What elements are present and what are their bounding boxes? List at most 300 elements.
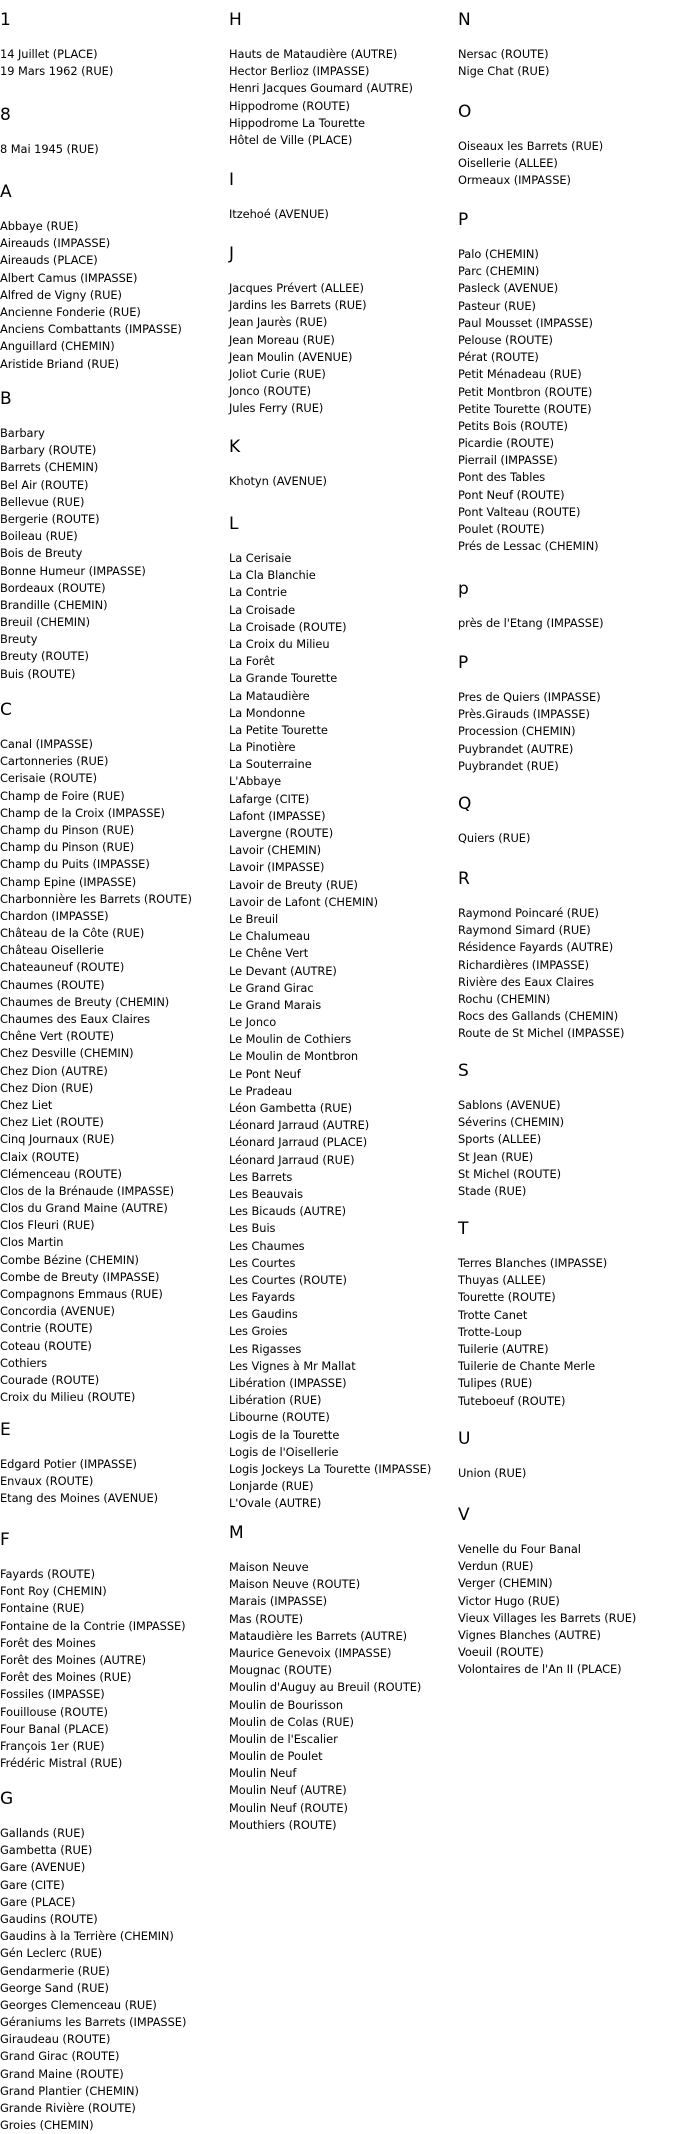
street-list: [0, 1456, 158, 1508]
street-name: Le Grand Marais: [229, 997, 322, 1012]
street-name: Petit Ménadeau (RUE): [458, 367, 582, 382]
street-name: Fontaine de la Contrie (IMPASSE): [0, 1618, 186, 1633]
street-list: [458, 138, 603, 190]
street-list: [0, 141, 99, 158]
street-name: Itzehoé (AVENUE): [229, 207, 329, 221]
street-name: Chaumes (ROUTE): [0, 977, 105, 992]
street-name: Le Moulin de Montbron: [229, 1049, 359, 1064]
street-name: La Souterraine: [229, 757, 312, 772]
street-name: Chaumes des Eaux Claires: [0, 1012, 151, 1026]
street-name: Georges Clemenceau (RUE): [0, 1997, 157, 2012]
section-letter-heading: G: [0, 1789, 14, 1809]
street-name: Grand Girac (ROUTE): [0, 2049, 120, 2064]
street-name: 14 Juillet (PLACE): [0, 47, 98, 61]
letter-section: [458, 1505, 637, 1679]
street-name: Champ du Pinson (RUE): [0, 840, 135, 855]
street-name: Tuteboeuf (ROUTE): [458, 1393, 566, 1408]
section-letter-heading: E: [0, 1420, 11, 1440]
street-name: Aireauds (IMPASSE): [0, 236, 111, 251]
street-list: [229, 1559, 421, 1834]
street-name: Claix (ROUTE): [0, 1149, 80, 1164]
street-name: Bordeaux (ROUTE): [0, 580, 106, 595]
street-name: Tuilerie de Chante Merle: [458, 1359, 596, 1374]
letter-section: [458, 579, 604, 632]
street-name: Grand Plantier (CHEMIN): [0, 2083, 139, 2098]
street-name: Tourette (ROUTE): [458, 1290, 556, 1305]
street-name: Charbonnière les Barrets (ROUTE): [0, 891, 192, 906]
street-name: Brandille (CHEMIN): [0, 597, 108, 612]
street-name: Lafarge (CITE): [229, 791, 310, 806]
street-list: [458, 1541, 636, 1679]
street-name: Puybrandet (RUE): [458, 758, 559, 773]
street-name: Aireauds (PLACE): [0, 253, 98, 268]
street-name: Croix du Milieu (ROUTE): [0, 1390, 136, 1405]
street-name: Logis de la Tourette: [229, 1427, 340, 1442]
letter-section: [0, 105, 99, 158]
street-name: La Forêt: [229, 654, 275, 669]
street-name: Combe de Breuty (IMPASSE): [0, 1269, 160, 1284]
section-letter-heading: T: [458, 1219, 469, 1239]
street-name: Volontaires de l'An II (PLACE): [458, 1662, 622, 1677]
street-name: Clos du Grand Maine (AUTRE): [0, 1201, 168, 1216]
street-name: Jules Ferry (RUE): [229, 401, 324, 416]
street-name: Breuty: [0, 632, 38, 647]
street-name: Moulin Neuf (AUTRE): [229, 1783, 347, 1798]
street-name: Moulin de Colas (RUE): [229, 1714, 354, 1729]
letter-section: [0, 1530, 186, 1772]
street-name: Champ Epine (IMPASSE): [0, 874, 137, 889]
street-name: Chez Desville (CHEMIN): [0, 1046, 134, 1061]
street-name: Chez Dion (RUE): [0, 1080, 94, 1095]
street-name: Hippodrome (ROUTE): [229, 98, 350, 113]
street-list: [229, 46, 413, 149]
street-name: Le Devant (AUTRE): [229, 963, 337, 978]
letter-section: [458, 102, 604, 190]
street-name: Grande Rivière (ROUTE): [0, 2101, 136, 2115]
street-name: Les Groies: [229, 1324, 288, 1339]
street-name: Combe Bézine (CHEMIN): [0, 1252, 139, 1267]
street-name: Le Moulin de Cothiers: [229, 1032, 352, 1047]
street-name: Petit Montbron (ROUTE): [458, 384, 593, 399]
street-list: [458, 1465, 526, 1482]
street-name: Barrets (CHEMIN): [0, 460, 99, 475]
street-name: Chez Dion (AUTRE): [0, 1063, 108, 1078]
street-name: Prés de Lessac (CHEMIN): [458, 539, 599, 554]
street-name: Tulipes (RUE): [458, 1376, 533, 1391]
street-name: Mougnac (ROUTE): [229, 1663, 332, 1678]
street-name: Giraudeau (ROUTE): [0, 2032, 111, 2047]
street-name: Hector Berlioz (IMPASSE): [229, 64, 370, 79]
street-name: Léonard Jarraud (RUE): [229, 1152, 355, 1167]
street-name: Champ du Puits (IMPASSE): [0, 857, 150, 872]
street-name: Forêt des Moines (AUTRE): [0, 1652, 147, 1667]
street-name: Cinq Journaux (RUE): [0, 1132, 115, 1147]
street-name: Pasteur (RUE): [458, 298, 536, 313]
street-name: Alfred de Vigny (RUE): [0, 287, 122, 302]
section-letter-heading: B: [0, 389, 12, 409]
letter-section: [0, 10, 114, 80]
street-name: Puybrandet (AUTRE): [458, 741, 574, 756]
letter-section: [0, 389, 146, 683]
street-name: Chêne Vert (ROUTE): [0, 1029, 115, 1044]
street-name: Chardon (IMPASSE): [0, 908, 109, 923]
section-letter-heading: H: [229, 10, 242, 30]
street-name: Les Fayards: [229, 1290, 296, 1305]
street-name: Pres de Quiers (IMPASSE): [458, 690, 601, 704]
street-list: [0, 46, 113, 80]
street-name: Moulin d'Auguy au Breuil (ROUTE): [229, 1680, 422, 1695]
street-name: Victor Hugo (RUE): [458, 1593, 560, 1608]
section-letter-heading: M: [229, 1523, 244, 1543]
street-name: Léonard Jarraud (PLACE): [229, 1135, 368, 1150]
street-name: Pont Valteau (ROUTE): [458, 504, 581, 519]
street-name: Libération (RUE): [229, 1393, 322, 1408]
street-list: [0, 1825, 186, 2134]
street-name: St Jean (RUE): [458, 1149, 534, 1164]
letter-section: [458, 653, 601, 775]
street-name: Jacques Prévert (ALLEE): [229, 281, 364, 295]
street-name: La Croisade: [229, 602, 296, 617]
street-name: Fayards (ROUTE): [0, 1567, 95, 1581]
street-name: François 1er (RUE): [0, 1738, 105, 1753]
street-name: Ancienne Fonderie (RUE): [0, 304, 141, 319]
street-name: Courade (ROUTE): [0, 1372, 100, 1387]
street-name: Palo (CHEMIN): [458, 247, 539, 261]
street-name: Jardins les Barrets (RUE): [229, 298, 367, 313]
street-name: Pelouse (ROUTE): [458, 332, 553, 347]
letter-section: [229, 244, 367, 418]
street-name: Léon Gambetta (RUE): [229, 1101, 353, 1115]
street-name: Chez Liet: [0, 1097, 53, 1112]
street-name: Trotte-Loup: [458, 1324, 522, 1339]
street-name: Concordia (AVENUE): [0, 1304, 115, 1319]
street-name: Le Pont Neuf: [229, 1066, 301, 1081]
street-name: Anciens Combattants (IMPASSE): [0, 322, 182, 337]
street-name: Vignes Blanches (AUTRE): [458, 1627, 601, 1642]
street-name: Raymond Simard (RUE): [458, 923, 591, 938]
street-name: Libourne (ROUTE): [229, 1410, 330, 1425]
letter-section: [0, 700, 192, 1406]
street-name: Clémenceau (ROUTE): [0, 1166, 122, 1181]
street-name: Les Courtes (ROUTE): [229, 1272, 347, 1287]
street-name: Résidence Fayards (AUTRE): [458, 940, 614, 955]
section-letter-heading: J: [229, 244, 235, 264]
street-name: Gendarmerie (RUE): [0, 1963, 110, 1978]
street-name: Pérat (ROUTE): [458, 350, 539, 365]
street-name: Bonne Humeur (IMPASSE): [0, 563, 146, 578]
street-list: [0, 218, 182, 373]
street-list: [229, 280, 367, 418]
street-list: [229, 206, 329, 223]
street-name: Petits Bois (ROUTE): [458, 418, 568, 433]
street-name: Gare (CITE): [0, 1877, 65, 1892]
street-name: Verger (CHEMIN): [458, 1576, 553, 1591]
street-name: Hôtel de Ville (PLACE): [229, 132, 353, 147]
street-name: St Michel (ROUTE): [458, 1166, 561, 1181]
street-name: Chez Liet (ROUTE): [0, 1115, 104, 1130]
street-name: La Croisade (ROUTE): [229, 619, 347, 634]
street-name: Bel Air (ROUTE): [0, 477, 89, 492]
street-name: L'Abbaye: [229, 774, 282, 789]
street-name: Logis de l'Oisellerie: [229, 1444, 339, 1459]
street-name: Les Gaudins: [229, 1307, 298, 1322]
street-name: Château Oisellerie: [0, 943, 104, 958]
street-name: Les Rigasses: [229, 1341, 302, 1356]
street-name: Anguillard (CHEMIN): [0, 339, 115, 354]
street-name: Barbary: [0, 426, 45, 440]
street-name: Albert Camus (IMPASSE): [0, 270, 138, 285]
street-name: Raymond Poincaré (RUE): [458, 906, 599, 920]
street-name: Mas (ROUTE): [229, 1611, 304, 1626]
letter-section: [0, 1420, 158, 1508]
street-name: Abbaye (RUE): [0, 219, 79, 233]
street-name: Gare (PLACE): [0, 1894, 76, 1909]
street-name: Gallands (RUE): [0, 1826, 85, 1840]
street-name: Voeuil (ROUTE): [458, 1645, 544, 1660]
street-list: [229, 473, 327, 490]
street-name: Lonjarde (RUE): [229, 1479, 314, 1494]
street-name: Lavoir de Lafont (CHEMIN): [229, 894, 379, 909]
street-name: Château de la Côte (RUE): [0, 926, 145, 941]
street-name: Le Jonco: [229, 1015, 277, 1030]
street-name: Marais (IMPASSE): [229, 1594, 328, 1609]
street-name: Nersac (ROUTE): [458, 47, 549, 61]
section-letter-heading: C: [0, 700, 12, 720]
street-name: Lavoir (CHEMIN): [229, 843, 322, 858]
street-name: Venelle du Four Banal: [458, 1542, 581, 1556]
street-list: [458, 615, 604, 632]
street-list: [458, 689, 601, 775]
street-name: Lavergne (ROUTE): [229, 826, 334, 840]
letter-section: [458, 10, 550, 80]
street-name: Le Chalumeau: [229, 929, 311, 944]
section-letter-heading: K: [229, 437, 241, 457]
street-name: Khotyn (AVENUE): [229, 474, 327, 488]
street-name: Pont Neuf (ROUTE): [458, 487, 565, 502]
street-name: Lavoir (IMPASSE): [229, 860, 325, 875]
street-name: Joliot Curie (RUE): [229, 366, 326, 381]
street-list: [458, 1097, 564, 1200]
street-name: Breuil (CHEMIN): [0, 615, 90, 630]
street-name: Clos de la Brénaude (IMPASSE): [0, 1183, 175, 1198]
letter-section: [229, 514, 432, 1513]
street-name: Mouthiers (ROUTE): [229, 1817, 337, 1832]
street-name: Coteau (ROUTE): [0, 1338, 92, 1353]
street-name: La Petite Tourette: [229, 722, 328, 737]
street-name: Canal (IMPASSE): [0, 737, 93, 751]
street-name: Clos Fleuri (RUE): [0, 1218, 95, 1233]
street-name: Grand Maine (ROUTE): [0, 2066, 124, 2081]
street-name: Mataudière les Barrets (AUTRE): [229, 1628, 407, 1643]
street-name: Moulin de Poulet: [229, 1749, 323, 1764]
street-name: Pasleck (AVENUE): [458, 281, 559, 296]
street-name: Groies (CHEMIN): [0, 2118, 94, 2133]
street-name: Hauts de Mataudière (AUTRE): [229, 47, 398, 61]
street-name: Trotte Canet: [458, 1307, 528, 1322]
street-name: Oiseaux les Barrets (RUE): [458, 139, 604, 153]
letter-section: [229, 1523, 422, 1834]
street-name: Oisellerie (ALLEE): [458, 156, 558, 171]
street-name: Le Chêne Vert: [229, 946, 309, 961]
section-letter-heading: O: [458, 102, 472, 122]
street-name: Cerisaie (ROUTE): [0, 771, 97, 786]
section-letter-heading: U: [458, 1429, 471, 1449]
street-name: Cothiers: [0, 1355, 47, 1370]
section-letter-heading: Q: [458, 794, 472, 814]
street-name: Les Courtes: [229, 1255, 296, 1270]
street-name: Contrie (ROUTE): [0, 1321, 93, 1336]
street-name: Moulin de Bourisson: [229, 1697, 344, 1712]
street-name: Jean Moreau (RUE): [229, 332, 335, 347]
section-letter-heading: p: [458, 579, 469, 599]
street-name: Moulin Neuf: [229, 1766, 297, 1781]
street-name: Henri Jacques Goumard (AUTRE): [229, 81, 413, 96]
letter-section: [0, 1789, 187, 2134]
street-name: Jonco (ROUTE): [229, 384, 312, 399]
street-name: Rocs des Gallands (CHEMIN): [458, 1009, 619, 1024]
street-name: Moulin de l'Escalier: [229, 1731, 338, 1746]
street-name: Gén Leclerc (RUE): [0, 1946, 103, 1961]
street-name: La Contrie: [229, 585, 287, 600]
street-list: [0, 425, 146, 683]
street-name: Libération (IMPASSE): [229, 1376, 347, 1390]
street-name: 8 Mai 1945 (RUE): [0, 142, 99, 156]
street-name: Union (RUE): [458, 1466, 527, 1480]
section-letter-heading: P: [458, 653, 469, 673]
street-name: Les Bicauds (AUTRE): [229, 1204, 347, 1219]
street-name: Vieux Villages les Barrets (RUE): [458, 1610, 637, 1625]
street-name: Champ du Pinson (RUE): [0, 822, 135, 837]
street-name: Gaudins (ROUTE): [0, 1911, 98, 1926]
street-name: Forêt des Moines: [0, 1635, 96, 1650]
section-letter-heading: I: [229, 170, 235, 190]
section-letter-heading: S: [458, 1061, 469, 1081]
letter-section: [458, 1429, 527, 1482]
street-name: Champ de la Croix (IMPASSE): [0, 805, 165, 820]
street-name: Bergerie (ROUTE): [0, 511, 100, 526]
street-name: Près.Girauds (IMPASSE): [458, 707, 590, 722]
street-name: La Mataudière: [229, 688, 310, 703]
street-name: Breuty (ROUTE): [0, 649, 89, 664]
street-name: Petite Tourette (ROUTE): [458, 401, 592, 416]
street-name: Pierrail (IMPASSE): [458, 453, 558, 468]
street-name: Maison Neuve: [229, 1560, 309, 1574]
street-name: Procession (CHEMIN): [458, 724, 576, 739]
street-name: Bois de Breuty: [0, 546, 83, 561]
street-name: Envaux (ROUTE): [0, 1474, 94, 1489]
street-name: Fouillouse (ROUTE): [0, 1704, 108, 1719]
street-name: Jean Jaurès (RUE): [229, 315, 328, 330]
street-name: 19 Mars 1962 (RUE): [0, 64, 114, 79]
section-letter-heading: L: [229, 514, 239, 534]
street-name: Jean Moulin (AVENUE): [229, 349, 353, 364]
street-name: Gare (AVENUE): [0, 1860, 86, 1875]
street-name: Terres Blanches (IMPASSE): [458, 1256, 608, 1270]
street-name: La Cerisaie: [229, 551, 292, 565]
street-name: Barbary (ROUTE): [0, 443, 97, 458]
street-name: Verdun (RUE): [458, 1559, 534, 1574]
street-name: Tuilerie (AUTRE): [458, 1341, 549, 1356]
street-name: Stade (RUE): [458, 1183, 527, 1198]
street-name: Four Banal (PLACE): [0, 1721, 109, 1736]
section-letter-heading: R: [458, 869, 470, 889]
section-letter-heading: F: [0, 1530, 10, 1550]
street-name: La Mondonne: [229, 705, 306, 720]
street-name: La Cla Blanchie: [229, 568, 316, 583]
street-name: George Sand (RUE): [0, 1980, 109, 1995]
street-name: Font Roy (CHEMIN): [0, 1584, 107, 1599]
street-name: Boileau (RUE): [0, 529, 78, 544]
street-name: Pont des Tables: [458, 470, 546, 485]
street-name: Thuyas (ALLEE): [458, 1273, 546, 1288]
street-name: Géraniums les Barrets (IMPASSE): [0, 2015, 187, 2030]
street-name: Rivière des Eaux Claires: [458, 974, 595, 989]
letter-section: [0, 182, 182, 373]
street-name: Route de St Michel (IMPASSE): [458, 1026, 625, 1041]
street-name: près de l'Etang (IMPASSE): [458, 616, 604, 630]
street-name: Richardières (IMPASSE): [458, 957, 589, 972]
street-name: La Croix du Milieu: [229, 636, 330, 651]
street-name: Chaumes de Breuty (CHEMIN): [0, 994, 170, 1009]
street-name: Sablons (AVENUE): [458, 1098, 561, 1112]
street-name: Clos Martin: [0, 1235, 64, 1250]
street-name: Chateauneuf (ROUTE): [0, 960, 125, 975]
letter-section: [229, 170, 329, 223]
letter-section: [458, 794, 531, 847]
street-name: Aristide Briand (RUE): [0, 356, 120, 371]
street-name: Les Beauvais: [229, 1186, 303, 1201]
street-name: Poulet (ROUTE): [458, 522, 545, 536]
street-name: Picardie (ROUTE): [458, 436, 554, 451]
street-list: [229, 550, 431, 1513]
street-list: [458, 1255, 607, 1410]
street-name: Maurice Genevoix (IMPASSE): [229, 1645, 392, 1660]
street-name: Compagnons Emmaus (RUE): [0, 1287, 163, 1301]
street-name: Lafont (IMPASSE): [229, 808, 326, 823]
street-name: Gaudins à la Terrière (CHEMIN): [0, 1929, 174, 1944]
street-name: Moulin Neuf (ROUTE): [229, 1800, 348, 1815]
street-list: [0, 736, 192, 1406]
street-name: La Grande Tourette: [229, 671, 338, 686]
street-list: [458, 830, 530, 847]
street-name: Ormeaux (IMPASSE): [458, 173, 571, 188]
street-name: Les Vignes à Mr Mallat: [229, 1358, 356, 1373]
street-name: Séverins (CHEMIN): [458, 1115, 565, 1130]
letter-section: [229, 437, 327, 490]
street-name: Forêt des Moines (RUE): [0, 1670, 132, 1685]
street-list: [458, 46, 549, 80]
section-letter-heading: 8: [0, 105, 11, 125]
letter-section: [229, 10, 413, 149]
street-name: Rochu (CHEMIN): [458, 991, 551, 1006]
street-name: Fontaine (RUE): [0, 1601, 85, 1616]
street-name: Quiers (RUE): [458, 831, 531, 845]
street-name: L'Ovale (AUTRE): [229, 1496, 322, 1511]
street-name: Le Grand Girac: [229, 980, 314, 995]
letter-section: [458, 210, 599, 555]
street-name: Parc (CHEMIN): [458, 264, 540, 279]
street-name: Maison Neuve (ROUTE): [229, 1577, 361, 1592]
section-letter-heading: A: [0, 182, 12, 202]
street-name: Fossiles (IMPASSE): [0, 1687, 105, 1702]
street-name: Le Breuil: [229, 911, 279, 926]
section-letter-heading: N: [458, 10, 471, 30]
street-list: [0, 1566, 186, 1772]
street-name: Lavoir de Breuty (RUE): [229, 877, 358, 892]
section-letter-heading: P: [458, 210, 469, 230]
letter-section: [458, 1219, 608, 1410]
street-name: Logis Jockeys La Tourette (IMPASSE): [229, 1461, 432, 1476]
